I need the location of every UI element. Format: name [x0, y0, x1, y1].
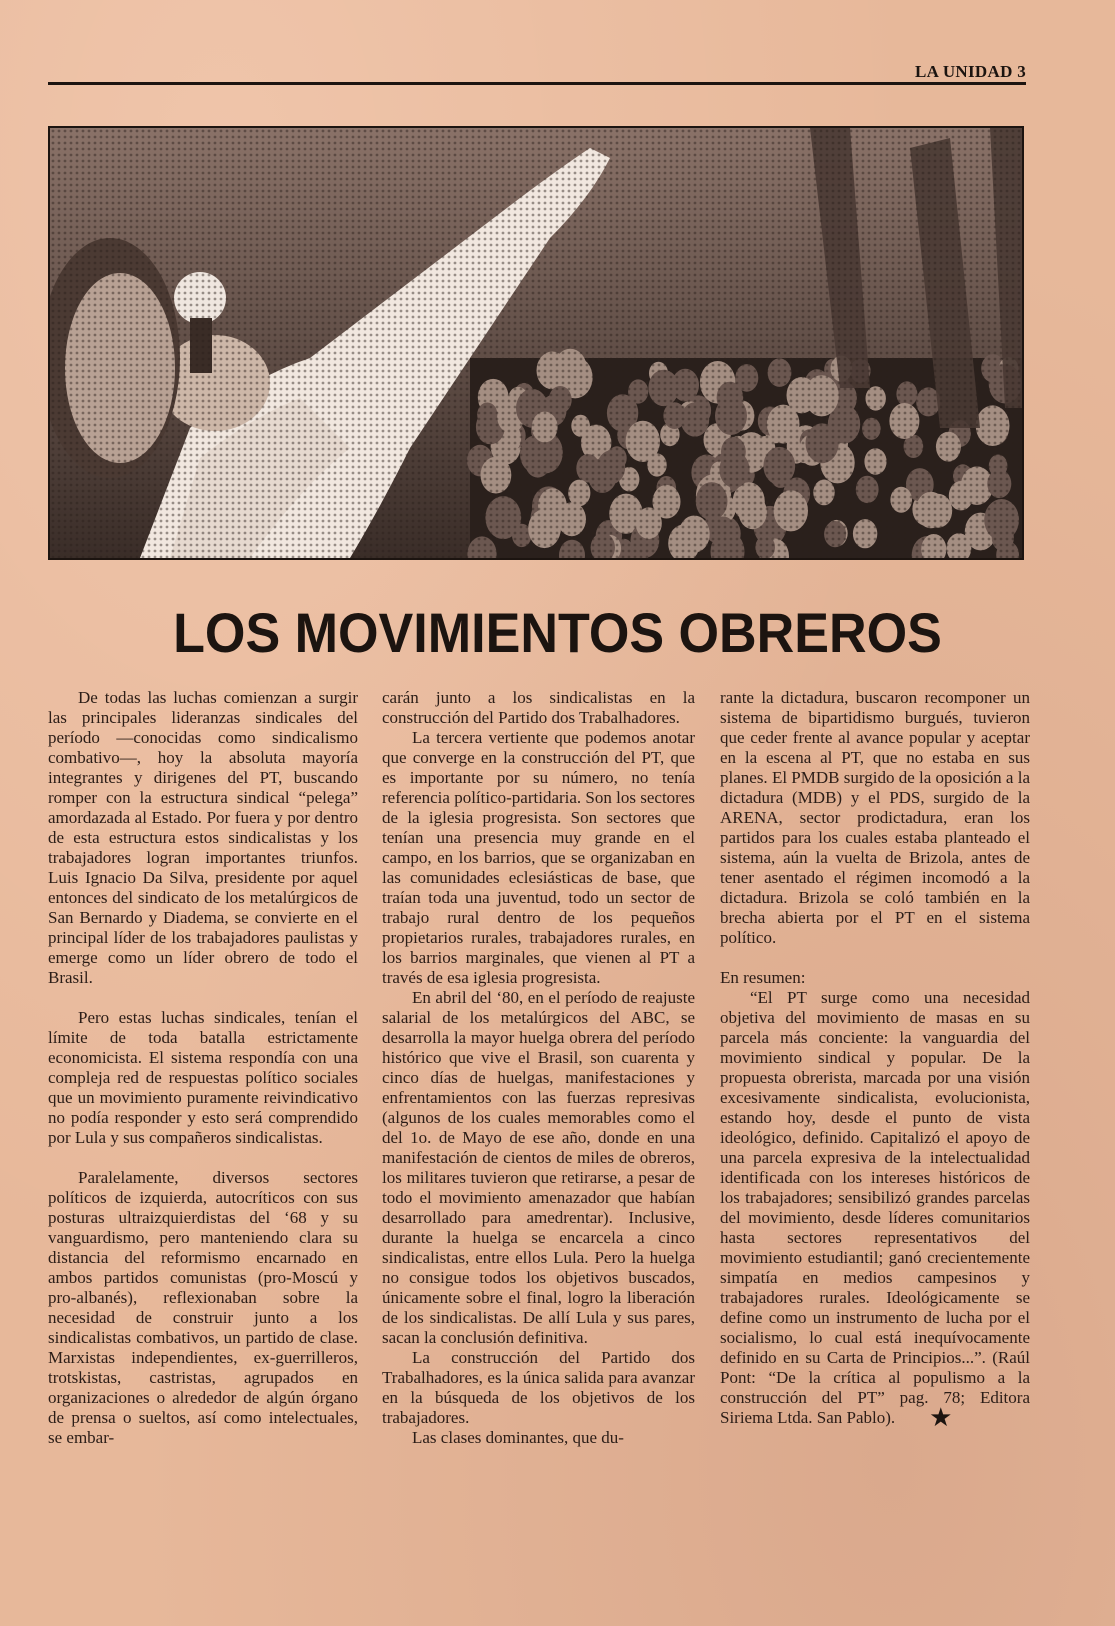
article-headline: LOS MOVIMIENTOS OBREROS [173, 601, 942, 664]
paragraph: La construcción del Partido dos Trabalhadores, es la única salida para avanzar en la búsqueda de los objetivos de los trabajadores. [382, 1348, 695, 1427]
crowd-photo-icon [50, 128, 1022, 558]
article-column-3 [720, 688, 1030, 1432]
quote-paragraph [720, 988, 1030, 1432]
paragraph: rante la dictadura, buscaron recomponer un sistema de bipartidismo burgués, tuvieron que ceder frente al avance popular y aceptar en la escena al PT, que no estaba en sus planes. El PMDB surgido de la oposición a la dictadura (MDB) y el PDS, surgido de la ARENA, sector prodictadura, eran los partidos para los cuales estaba planteado el sistema, aún la vuelta de Brizola, antes de tener asentado el régimen incomodó a la dictadura. Brizola se coló también en la brecha abierta por el PT en el sistema político. [720, 688, 1030, 947]
page-header [48, 60, 1026, 88]
paragraph: En abril del ‘80, en el período de reajuste salarial de los metalúrgicos del ABC, se desarrolla la mayor huelga obrera del período histórico que vive el Brasil, son cuarenta y cinco días de huelgas, manifestaciones y enfrentamientos con las fuerzas represivas (algunos de los cuales memorables como el del 1o. de Mayo de ese año, donde en una manifestación de cientos de miles de obreros, los militares tuvieron que retirarse, a pesar de todo el movimiento amenazador que habían desarrollado para amedrentar). Inclusive, durante la huelga se encarcela a cinco sindicalistas, entre ellos Lula. Pero la huelga no consigue todos los objetivos buscados, únicamente sobre el final, logro la liberación de los sindicalistas. De allí Lula y sus pares, sacan la conclusión definitiva. [382, 988, 695, 1347]
paragraph: Pero estas luchas sindicales, tenían el límite de toda batalla estrictamente economicista. El sistema respondía con una compleja red de respuestas político sociales que un movimiento puramente reivindicativo no podía responder y esto será comprendido por Lula y sus compañeros sindicalistas. [48, 1008, 358, 1147]
paragraph: Las clases dominantes, que du- [412, 1428, 624, 1447]
article-column-2 [382, 688, 695, 1448]
article-column-1 [48, 688, 358, 1448]
quote-text: “El PT surge como una necesidad objetiva del movimiento de masas en su parcela más conciente: la vanguardia del movimiento sindical y popular. De la propuesta obrerista, marcada por una visión excesivamente sindicalista, evolucionista, estando hoy, desde el punto de vista ideológico, definido. Capitalizó el apoyo de una parcela expresiva de la intelectualidad identificada con los intereses históricos de los trabajadores; sensibilizó grandes parcelas del movimiento, desde líderes comunitarios hasta sectores representativos del movimiento estudiantil; ganó crecientemente simpatía en medios campesinos y trabajadores rurales. Ideológicamente se define como un instrumento de lucha por el socialismo, lo cual está inequívocamente definido en su Carta de Principios...”. (Raúl Pont: “De la crítica al populismo a la construcción del PT” pag. 78; Editora Siriema Ltda. San Pablo). [720, 988, 1030, 1427]
paragraph: Paralelamente, diversos sectores políticos de izquierda, autocríticos con sus posturas ultraizquierdistas del ‘68 y su vanguardismo, pero manteniendo clara su distancia del reformismo encarnado en ambos partidos comunistas (pro-Moscú y pro-albanés), reflexionaban sobre la necesidad de construir junto a los sindicalistas combativos, un partido de clase. Marxistas independientes, ex-guerrilleros, trotskistas, castristas, agrupados en organizaciones o alrededor de algún órgano de prensa o sueltos, así como intelectuales, se embar- [48, 1168, 358, 1447]
paragraph: De todas las luchas comienzan a surgir las principales lideranzas sindicales del período —conocidas como sindicalismo combativo—, hoy la absoluta mayoría integrantes y dirigenes del PT, buscando romper con la estructura sindical “pelega” amordazada al Estado. Por fuera y por dentro de esta estructura estos sindicalistas y los trabajadores logran importantes triunfos. Luis Ignacio Da Silva, presidente por aquel entonces del sindicato de los metalúrgicos de San Bernardo y Diadema, se convierte en el principal líder de los trabajadores paulistas y emerge como un líder obrero de todo el Brasil. [48, 688, 358, 987]
header-rule [48, 82, 1026, 85]
star-icon: ★ [929, 1403, 953, 1432]
paragraph: carán junto a los sindicalistas en la construcción del Partido dos Trabalhadores. [382, 688, 695, 727]
paragraph: La tercera vertiente que podemos anotar que converge en la construcción del PT, que es importante por su número, no tenía referencia político-partidaria. Son los sectores de la iglesia progresista. Son sectores que tenían una presencia muy grande en el campo, en los barrios, que se organizaban en las comunidades eclesiásticas de base, que traían toda una juventud, todo un sector de trabajo rural dentro de los pequeños propietarios rurales, trabajadores rurales, en los barrios marginales, que vienen al PT a través de esa iglesia progresista. [382, 728, 695, 987]
crowd-photo [48, 126, 1024, 560]
summary-label: En resumen: [720, 968, 806, 987]
running-header-title: LA UNIDAD 3 [915, 62, 1026, 81]
